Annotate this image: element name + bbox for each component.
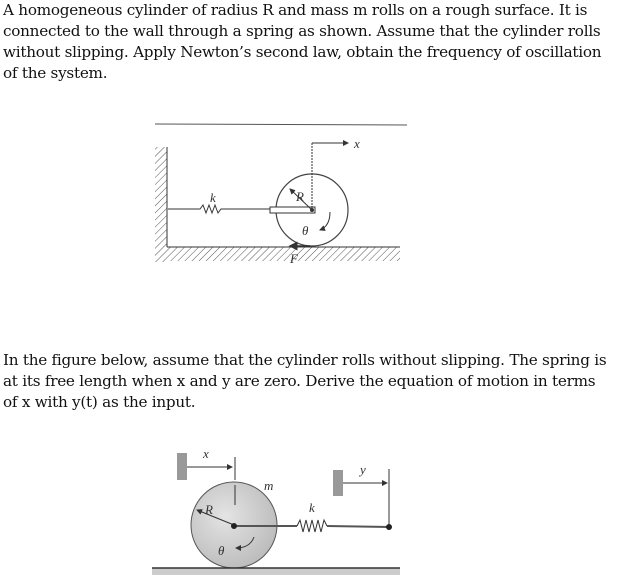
text-line: without slipping. Apply Newton’s second law, obtain the frequency of oscillation [3,43,602,61]
x-label: x [203,446,209,461]
R-label: R [205,502,213,517]
text-line: at its free length when x and y are zero. Derive the equation of motion in terms [3,372,596,390]
k-label: k [309,500,315,515]
figure-1-spring-cylinder-wall [155,124,407,266]
k-label: k [210,190,216,205]
x-label: x [354,136,360,151]
theta-label: θ [218,543,225,558]
text-line: of x with y(t) as the input. [3,393,196,411]
figure-2-cylinder-spring-input [152,446,400,575]
text-line: of the system. [3,64,108,82]
theta-label: θ [302,223,309,238]
R-label: R [296,189,304,204]
y-label: y [360,462,366,477]
text-line: connected to the wall through a spring as shown. Assume that the cylinder rolls [3,22,601,40]
F-label: F [290,251,298,266]
text-line: A homogeneous cylinder of radius R and mass m rolls on a rough surface. It is [3,1,588,19]
text-line: In the figure below, assume that the cylinder rolls without slipping. The spring is [3,351,607,369]
m-label: m [264,478,274,493]
